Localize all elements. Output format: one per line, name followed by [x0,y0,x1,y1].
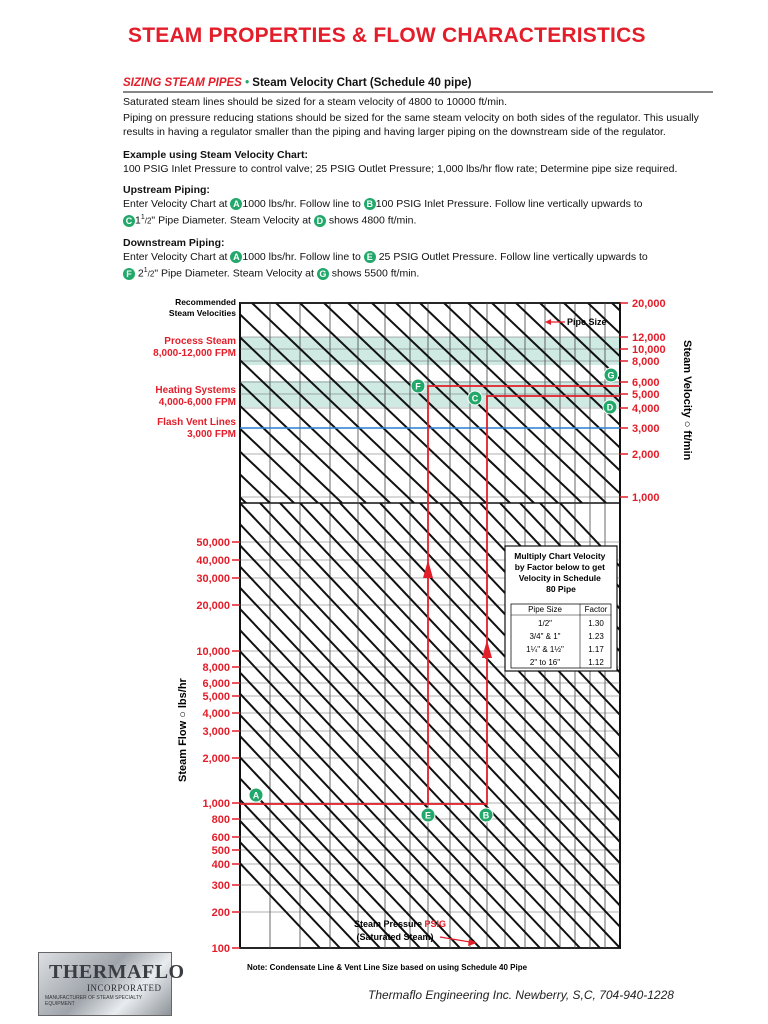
example-heading: Example using Steam Velocity Chart: [123,149,308,161]
velocity-tick-label: 20,000 [632,298,666,310]
flow-tick-label: 3,000 [202,726,230,738]
caption-line: Velocity in Schedule [518,573,601,583]
flow-tick-label: 1,000 [202,798,230,810]
paragraph-1: Saturated steam lines should be sized for a steam velocity of 4800 to 10000 ft/min. [123,96,508,108]
flow-tick-label: 2,000 [202,753,230,765]
pipe-size-label: Pipe Size [567,317,607,327]
downstream-text: Enter Velocity Chart at [123,250,228,263]
svg-text:C: C [471,393,479,404]
caption-line: Multiply Chart Velocity [514,551,606,561]
upstream-heading: Upstream Piping: [123,184,210,196]
section-heading-red: SIZING STEAM PIPES [123,77,242,89]
velocity-tick-label: 2,000 [632,449,660,461]
point-e-marker [421,808,435,822]
flow-tick-label: 800 [211,814,230,826]
fraction-num: 1 [143,267,148,274]
arrow-up-icon [423,560,433,578]
fraction-num: 1 [140,214,145,221]
upstream-text: 1000 lbs/hr. Follow line to [242,197,361,210]
caption-line: 80 Pipe [546,584,576,594]
arrow-left-icon [545,319,551,325]
factor-row-size: 3/4" & 1" [529,632,561,641]
logo-name: THERMAFLO [49,961,185,983]
velocity-tick-label: 5,000 [632,389,660,401]
pressure-line [0,503,320,948]
flow-tick-label: 40,000 [196,555,230,567]
pressure-line [40,503,460,948]
point-a-marker: A [230,198,242,210]
caption-line: by Factor below to get [514,562,605,572]
point-e-marker: E [364,251,376,263]
point-c-marker [468,391,482,405]
flow-tick-label: 4,000 [202,708,230,720]
factor-row-value: 1.30 [588,619,604,628]
point-a-marker [249,788,263,802]
heating-systems-label: Heating Systems 4,000-6,000 FPM [155,385,236,408]
pressure-line [80,503,500,948]
velocity-tick-label: 1,000 [632,492,660,504]
upstream-text: 1 [135,214,141,227]
factor-row-value: 1.12 [588,658,604,667]
flow-tick-label: 100 [211,943,230,955]
downstream-heading: Downstream Piping: [123,237,225,249]
logo-tag: MANUFACTURER OF STEAM SPECIALTY EQUIPMENT [45,995,143,1007]
flow-tick-label: 5,000 [202,691,230,703]
pressure-diagonals [0,503,768,948]
page-title: STEAM PROPERTIES & FLOW CHARACTERISTICS [128,24,646,47]
velocity-tick-label: 10,000 [632,344,666,356]
velocity-tick-label: 12,000 [632,332,666,344]
factor-row-size: 1¼" & 1½" [526,645,564,654]
velocity-tick-label: 6,000 [632,377,660,389]
downstream-text: 2 [137,267,144,280]
svg-text:F: F [415,381,421,392]
upstream-text: 100 PSIG Inlet Pressure. Follow line vertically upwards to [375,197,643,210]
point-b-marker: B [364,198,376,210]
flow-tick-label: 600 [211,832,230,844]
recommended-label: Recommended Steam Velocities [168,297,236,318]
velocity-axis-title: Steam Velocity ○ ft/min [681,340,693,461]
flow-tick-label: 500 [211,845,230,857]
pipe-size-line [660,303,768,503]
saturated-steam-label: (Saturated Steam) [356,932,434,942]
point-c-marker: C [123,215,135,227]
factor-row-value: 1.23 [588,632,604,641]
factor-header-factor: Factor [584,605,608,614]
flow-tick-label: 30,000 [196,573,230,585]
section-heading-black: Steam Velocity Chart (Schedule 40 pipe) [252,77,472,89]
paragraph-2: Piping on pressure reducing stations should be sized for the same steam velocity on both sides of the regulator. This usually results in having a regulator smaller than the piping and having larger piping on the downstream side of the regulator. [123,112,699,138]
flow-tick-label: 300 [211,880,230,892]
upstream-text: Enter Velocity Chart at [123,197,228,210]
pressure-line [100,503,520,948]
fraction-den: /2 [147,269,155,279]
point-f-marker: F [123,268,135,280]
pressure-line [280,503,700,948]
bullet-icon: • [245,77,250,89]
flow-axis-ticks [196,537,240,955]
downstream-text: 1000 lbs/hr. Follow line to [242,250,361,263]
flow-tick-label: 200 [211,907,230,919]
footer-contact: Thermaflo Engineering Inc. Newberry, S,C, 704-940-1228 [368,988,674,1002]
velocity-tick-label: 3,000 [632,423,660,435]
flow-tick-label: 6,000 [202,678,230,690]
thermaflo-logo [38,952,185,1016]
svg-text:D: D [606,402,614,413]
note-text: Note: Condensate Line & Vent Line Size based on using Schedule 40 Pipe [247,963,528,972]
downstream-text: 25 PSIG Outlet Pressure. Follow line vertically upwards to [378,250,648,263]
factor-row-size: 2" to 16" [529,658,561,667]
point-d-marker: D [314,215,326,227]
flow-tick-label: 8,000 [202,662,230,674]
svg-text:E: E [424,810,432,821]
example-text: 100 PSIG Inlet Pressure to control valve; 25 PSIG Outlet Pressure; 1,000 lbs/hr flow rate; Determine pipe size required. [123,162,678,175]
upstream-text: " Pipe Diameter. Steam Velocity at [151,214,311,227]
downstream-text: " Pipe Diameter. Steam Velocity at [154,267,314,280]
pipe-size-line [0,303,150,503]
flow-tick-label: 10,000 [196,646,230,658]
steam-pressure-label: Steam Pressure PSIG [353,919,447,929]
velocity-tick-label: 4,000 [632,403,660,415]
factor-row-size: 1/2" [538,619,552,628]
logo-sub: INCORPORATED [87,983,162,993]
point-b-marker [479,808,493,822]
flash-vent-label: Flash Vent Lines 3,000 FPM [157,417,236,440]
pipe-size-line [684,303,768,503]
svg-text:G: G [607,370,615,381]
process-steam-label: Process Steam 8,000-12,000 FPM [153,336,236,359]
pressure-line [0,503,400,948]
factor-table [505,546,617,671]
point-a-marker: A [230,251,242,263]
point-g-marker [604,368,618,382]
factor-row-value: 1.17 [588,645,604,654]
svg-text:A: A [252,790,260,801]
point-g-marker: G [317,268,329,280]
point-f-marker [411,379,425,393]
pressure-line [20,503,440,948]
pipe-size-line [0,303,174,503]
upstream-text: shows 4800 ft/min. [328,214,417,227]
factor-header-size: Pipe Size [528,605,562,614]
fraction-den: /2 [144,216,152,226]
downstream-text: shows 5500 ft/min. [331,267,420,280]
flow-tick-label: 400 [211,859,230,871]
point-d-marker [603,400,617,414]
flow-axis-title: Steam Flow ○ lbs/hr [177,678,189,782]
svg-text:B: B [482,810,490,821]
flow-tick-label: 50,000 [196,537,230,549]
velocity-axis-ticks [620,298,666,504]
velocity-tick-label: 8,000 [632,356,660,368]
flow-tick-label: 20,000 [196,600,230,612]
